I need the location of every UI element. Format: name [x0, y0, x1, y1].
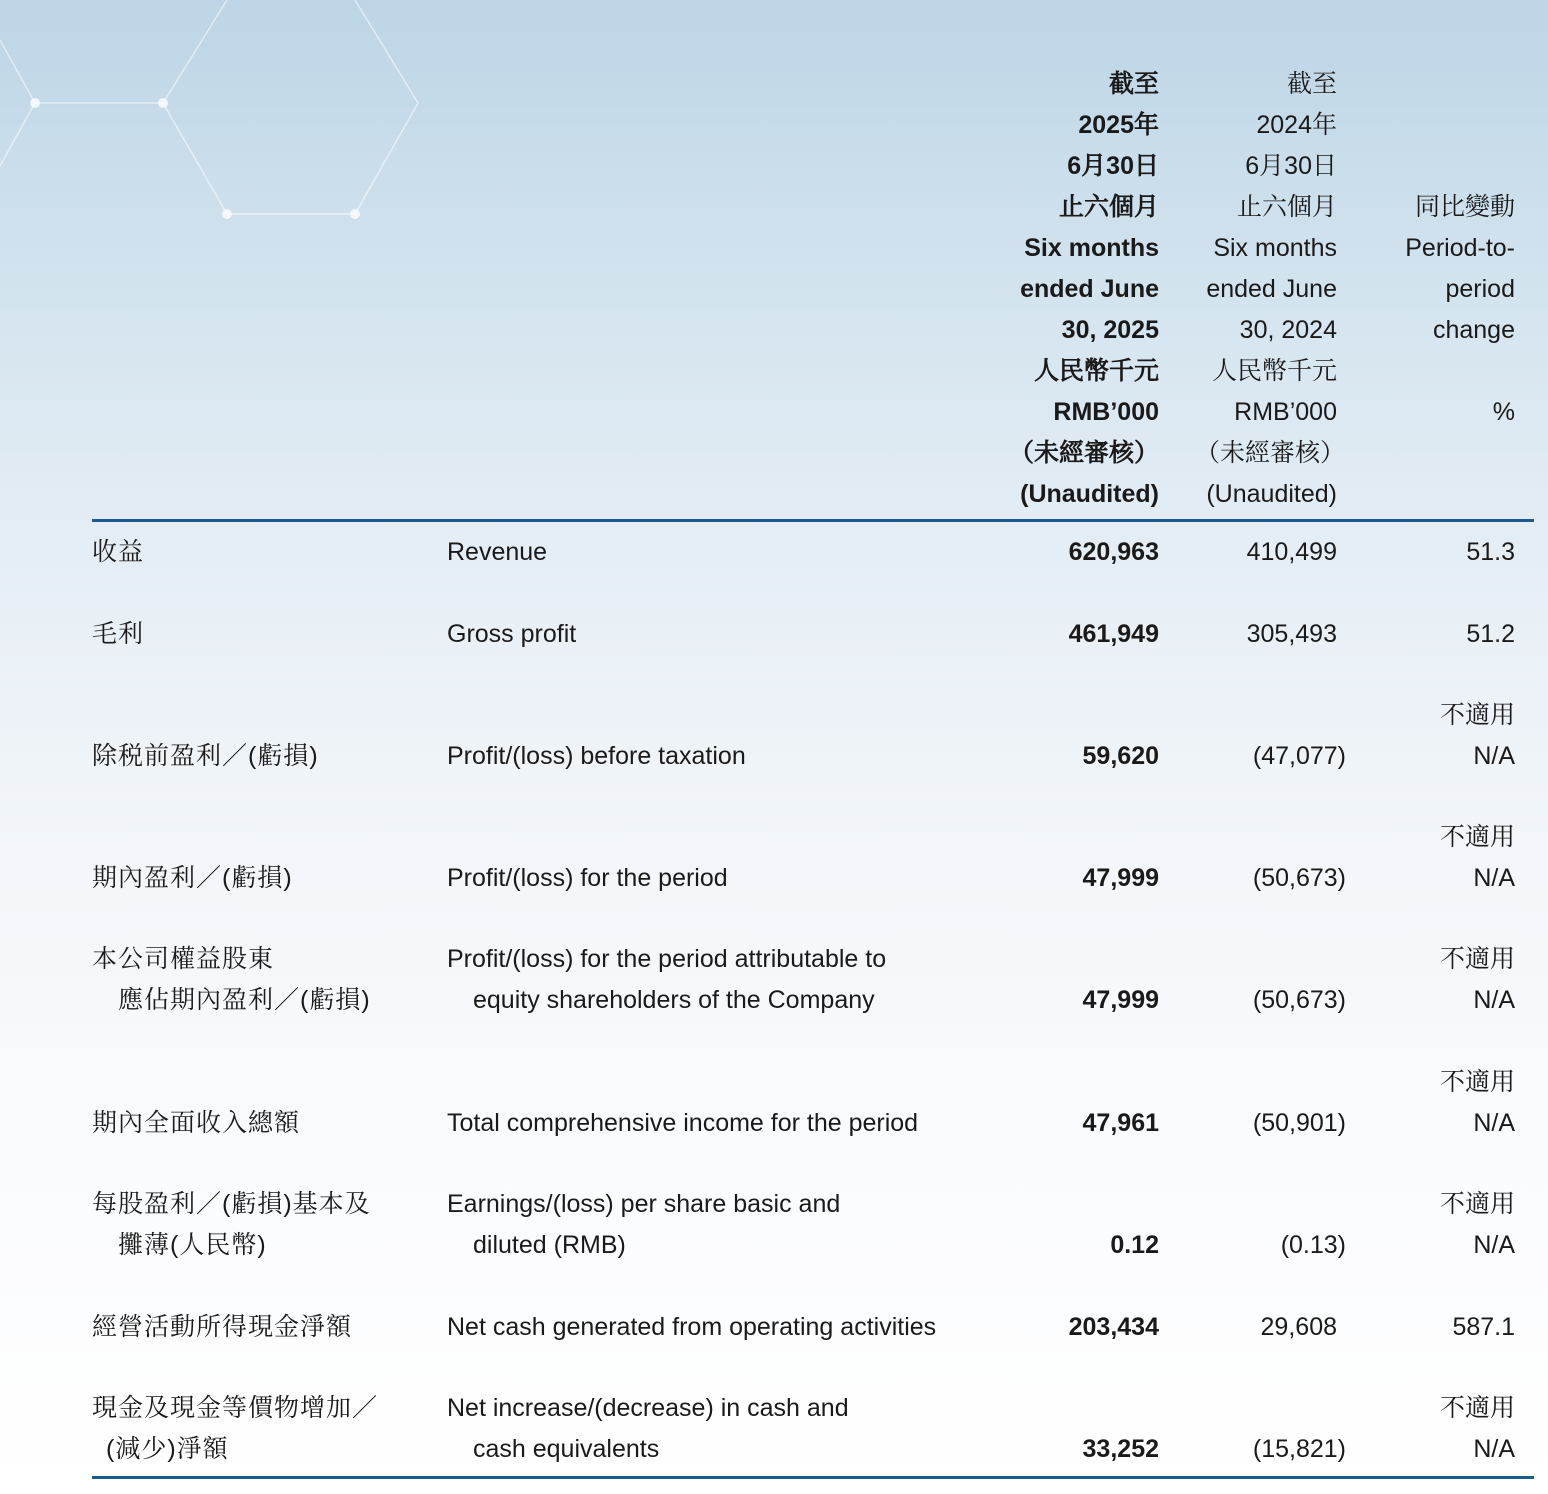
header-line: 同比變動: [1414, 193, 1515, 221]
value-2025: 47,999: [1082, 986, 1159, 1014]
value-2024: 305,493: [1246, 620, 1337, 648]
value-change: 51.2: [1466, 620, 1515, 648]
value-2025: 47,961: [1082, 1109, 1159, 1137]
row-label-zh: [92, 1184, 371, 1266]
label-line: 應佔期內盈利／(虧損): [118, 986, 371, 1014]
row-label-en: Revenue: [447, 538, 548, 566]
row-label-en: Gross profit: [447, 620, 577, 648]
header-line: RMB’000: [1234, 398, 1337, 426]
label-line: Net increase/(decrease) in cash and: [447, 1394, 849, 1422]
change-en: N/A: [1473, 1435, 1515, 1463]
value-2025: 33,252: [1082, 1435, 1159, 1463]
change-zh: 不適用: [1439, 701, 1515, 729]
label-line: Earnings/(loss) per share basic and: [447, 1190, 841, 1218]
header-line: %: [1492, 398, 1515, 426]
footer-rule: [92, 1476, 1534, 1479]
label-line: 每股盈利／(虧損)基本及: [92, 1190, 371, 1218]
row-label-zh: [92, 939, 371, 1021]
change-zh: 不適用: [1439, 1068, 1515, 1096]
header-line: 2024年: [1256, 111, 1337, 139]
header-line: 截至: [1286, 70, 1337, 98]
label-line: 攤薄(人民幣): [118, 1231, 267, 1259]
value-change: [1440, 1184, 1515, 1266]
header-line: 止六個月: [1058, 193, 1159, 221]
header-line: ended June: [1020, 275, 1159, 303]
value-change: 51.3: [1466, 538, 1515, 566]
value-2025: 620,963: [1068, 538, 1159, 566]
header-line: ended June: [1206, 275, 1337, 303]
value-change: [1440, 1062, 1515, 1144]
value-2025: 59,620: [1082, 742, 1159, 770]
change-zh: 不適用: [1439, 1190, 1515, 1218]
label-line: equity shareholders of the Company: [473, 986, 875, 1014]
header-line: （未經審核）: [1194, 439, 1345, 467]
header-line: (Unaudited): [1020, 480, 1159, 508]
change-zh: 不適用: [1439, 823, 1515, 851]
value-2025: 47,999: [1082, 864, 1159, 892]
header-line: 30, 2024: [1239, 316, 1337, 344]
label-line: 現金及現金等價物增加／: [92, 1394, 379, 1422]
change-en: N/A: [1473, 1231, 1515, 1259]
label-line: 本公司權益股東: [92, 945, 275, 973]
header-prior-period: [1194, 64, 1345, 515]
header-line: Period-to-: [1405, 234, 1515, 262]
row-label-en: Profit/(loss) for the period: [447, 864, 728, 892]
header-line: RMB’000: [1053, 398, 1159, 426]
header-line: (Unaudited): [1206, 480, 1337, 508]
value-change: [1440, 817, 1515, 899]
row-label-zh: 除税前盈利／(虧損): [92, 742, 319, 770]
value-2025: 203,434: [1068, 1313, 1159, 1341]
value-2024: (50,673): [1252, 986, 1346, 1014]
header-line: 6月30日: [1067, 152, 1159, 180]
value-change: [1440, 695, 1515, 777]
row-label-en: [447, 1184, 840, 1266]
row-label-en: Net cash generated from operating activities: [447, 1313, 937, 1341]
change-zh: 不適用: [1439, 945, 1515, 973]
value-2024: (47,077): [1252, 742, 1346, 770]
label-line: cash equivalents: [473, 1435, 660, 1463]
row-label-zh: 期內全面收入總額: [92, 1109, 301, 1137]
value-2024: (0.13): [1280, 1231, 1346, 1259]
label-line: (減少)淨額: [106, 1435, 229, 1463]
value-change: 587.1: [1452, 1313, 1515, 1341]
value-2025: 461,949: [1068, 620, 1159, 648]
row-label-en: Profit/(loss) before taxation: [447, 742, 746, 770]
change-en: N/A: [1473, 742, 1515, 770]
change-en: N/A: [1473, 864, 1515, 892]
header-line: 人民幣千元: [1211, 357, 1337, 385]
row-label-en: [447, 1388, 849, 1470]
header-line: Six months: [1213, 234, 1337, 262]
row-label-zh: [92, 1388, 378, 1470]
row-label-zh: 期內盈利／(虧損): [92, 864, 293, 892]
row-label-zh: 毛利: [92, 620, 145, 648]
change-zh: 不適用: [1439, 1394, 1515, 1422]
header-rule: [92, 519, 1534, 522]
value-2024: (50,901): [1252, 1109, 1346, 1137]
change-en: N/A: [1473, 986, 1515, 1014]
label-line: diluted (RMB): [473, 1231, 626, 1259]
header-line: period: [1445, 275, 1515, 303]
row-label-en: [447, 939, 886, 1021]
value-2024: (50,673): [1252, 864, 1346, 892]
value-change: [1440, 1388, 1515, 1470]
value-2024: 410,499: [1246, 538, 1337, 566]
row-label-zh: 經營活動所得現金淨額: [92, 1313, 353, 1341]
header-line: （未經審核）: [1008, 439, 1159, 467]
change-en: N/A: [1473, 1109, 1515, 1137]
header-line: Six months: [1024, 234, 1159, 262]
header-current-period: [1009, 64, 1159, 515]
value-2024: 29,608: [1260, 1313, 1337, 1341]
value-2024: (15,821): [1252, 1435, 1346, 1463]
header-line: 人民幣千元: [1033, 357, 1159, 385]
value-change: [1440, 939, 1515, 1021]
row-label-en: Total comprehensive income for the period: [447, 1109, 919, 1137]
hexagon-decoration: [0, 0, 440, 240]
label-line: Profit/(loss) for the period attributable to: [447, 945, 887, 973]
header-line: change: [1432, 316, 1515, 344]
header-line: 2025年: [1078, 111, 1159, 139]
value-2025: 0.12: [1110, 1231, 1159, 1259]
header-line: 6月30日: [1245, 152, 1337, 180]
row-label-zh: 收益: [92, 538, 145, 566]
header-line: 止六個月: [1236, 193, 1337, 221]
header-line: 截至: [1108, 70, 1159, 98]
header-line: 30, 2025: [1061, 316, 1159, 344]
